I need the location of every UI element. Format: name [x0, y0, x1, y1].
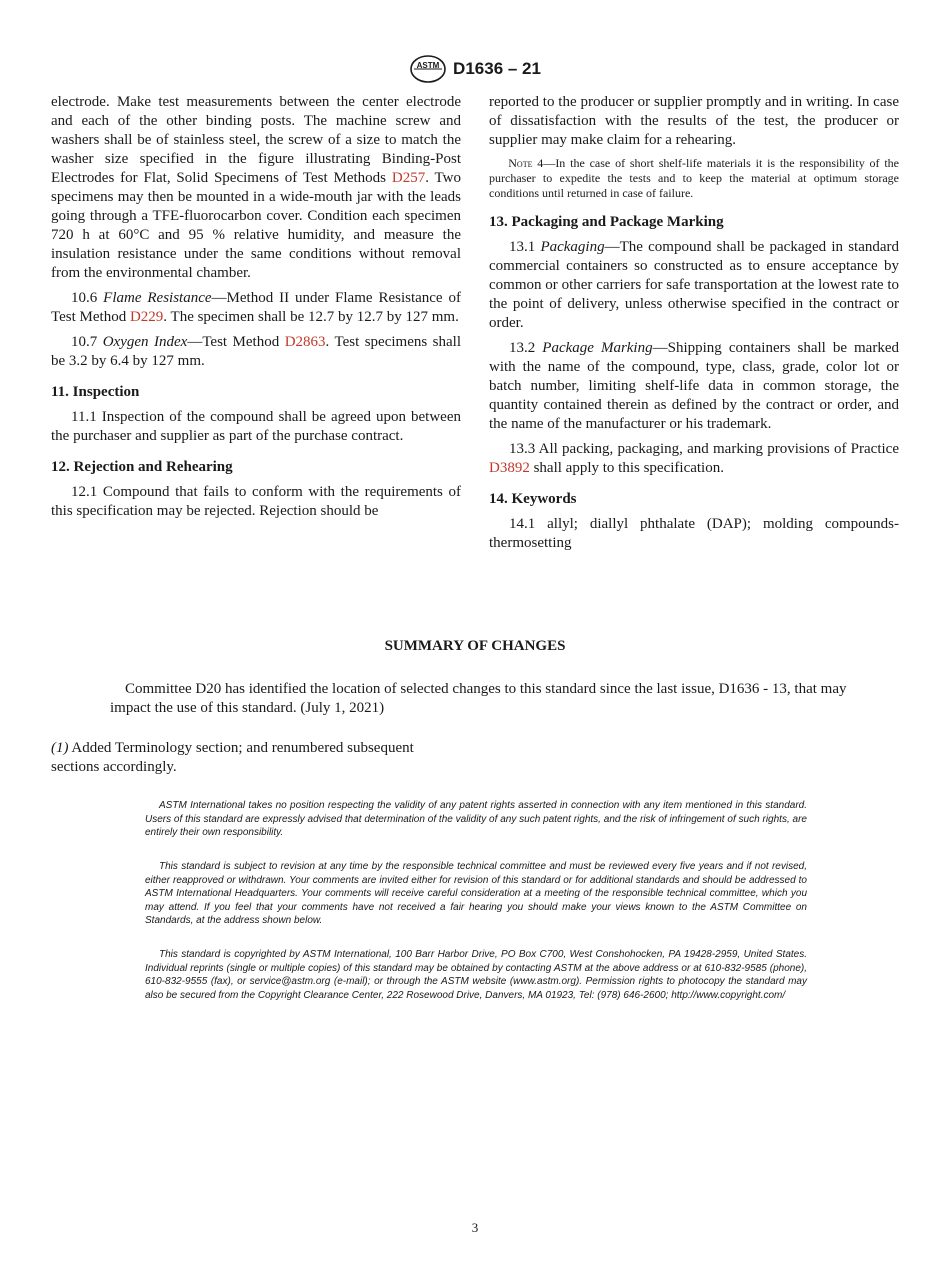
- copyright-notice: This standard is copyrighted by ASTM International, 100 Barr Harbor Drive, PO Box C700, West Conshohocken, PA 19428-2959, United States. Individual reprints (single or multiple copies) of this standard may be obtained by contacting ASTM at the above address or at 610-832-9585 (phone), 610-832-9555 (fax), or service@astm.org (e-mail); or through the ASTM website (www.astm.org). Permission rights to photocopy the standard may also be secured from the Copyright Clearance Center, 222 Rosewood Drive, Danvers, MA 01923, Tel: (978) 646-2600; http://www.copyright.com/: [145, 949, 807, 1001]
- link-d257[interactable]: D257: [391, 170, 426, 186]
- change-item: (1) Added Terminology section; and renumbered subsequent sections accordingly.: [51, 740, 414, 775]
- link-d2863[interactable]: D2863: [284, 334, 326, 350]
- page-number: 3: [471, 1220, 479, 1235]
- revision-notice: This standard is subject to revision at any time by the responsible technical committee and must be reviewed every five years and if not revised, either reapproved or withdrawn. Your comments are invited either for revision of this standard or for additional standards and should be addressed to ASTM International Headquarters. Your comments will receive careful consideration at a meeting of the responsible technical committee, which you may attend. If you feel that your comments have not received a fair hearing you should make your views known to the ASTM Committee on Standards, at the address shown below.: [145, 861, 807, 927]
- right-column: [489, 93, 899, 559]
- note-4: Note 4—In the case of short shelf-life materials it is the responsibility of the purchaser to expedite the tests and to keep the material at optimum storage conditions until returned in case of failure.: [489, 156, 900, 200]
- paragraph-continuation: reported to the producer or supplier promptly and in writing. In case of dissatisfaction with the results of the test, the producer or supplier may make claim for a rehearing.: [489, 94, 899, 148]
- heading-inspection: 11. Inspection: [51, 384, 140, 400]
- heading-packaging: 13. Packaging and Package Marking: [489, 214, 724, 230]
- paragraph-14-1: 14.1 allyl; diallyl phthalate (DAP); molding compounds-thermosetting: [489, 516, 899, 551]
- page-header: [0, 52, 950, 86]
- paragraph-10-7: 10.7 Oxygen Index—Test Method D2863. Test specimens shall be 3.2 by 6.4 by 127 mm.: [51, 334, 461, 369]
- link-d229[interactable]: D229: [129, 309, 164, 325]
- paragraph-10-6: 10.6 Flame Resistance—Method II under Flame Resistance of Test Method D229. The specimen shall be 12.7 by 12.7 by 127 mm.: [51, 290, 461, 325]
- patent-notice: ASTM International takes no position respecting the validity of any patent rights asserted in connection with any item mentioned in this standard. Users of this standard are expressly advised that determination of the validity of any such patent rights, and the risk of infringement of such rights, are entirely their own responsibility.: [145, 800, 807, 839]
- paragraph-13-3: 13.3 All packing, packaging, and marking provisions of Practice D3892 shall apply to this specification.: [489, 441, 899, 476]
- document-designation: D1636 – 21: [453, 59, 541, 78]
- paragraph-13-2: 13.2 Package Marking—Shipping containers shall be marked with the name of the compound, type, class, grade, color lot or batch number, limiting shelf-life data in common storage, the quantity contained therein as defined by the contract or order, and the name of the manufacturer or his trademark.: [489, 340, 899, 432]
- left-column: [51, 93, 461, 527]
- svg-text:ASTM: ASTM: [416, 61, 440, 70]
- summary-text: Committee D20 has identified the location of selected changes to this standard since the last issue, D1636 - 13, that may impact the use of this standard. (July 1, 2021): [110, 681, 847, 716]
- link-d3892[interactable]: D3892: [489, 460, 530, 476]
- summary-title: SUMMARY OF CHANGES: [384, 638, 566, 654]
- paragraph-electrode: electrode. Make test measurements between the center electrode and each of the other binding posts. The machine screw and washers shall be of stainless steel, the screw of a size to match the washer size specified in the figure illustrating Binding-Post Electrodes for Flat, Solid Specimens of Test Methods D257. Two specimens may then be mounted in a wide-mouth jar with the leads going through a TFE-fluorocarbon cover. Condition each specimen 720 h at 60°C and 95 % relative humidity, and measure the insulation resistance under the same conditions without removal from the environmental chamber.: [51, 94, 461, 281]
- paragraph-13-1: 13.1 Packaging—The compound shall be packaged in standard commercial containers so constructed as to ensure acceptance by common or other carriers for safe transportation at the lowest rate to the point of delivery, unless otherwise specified in the contract or order.: [489, 239, 900, 331]
- heading-rejection: 12. Rejection and Rehearing: [51, 459, 233, 475]
- heading-keywords: 14. Keywords: [489, 491, 577, 507]
- paragraph-11-1: 11.1 Inspection of the compound shall be agreed upon between the purchaser and supplier as part of the purchase contract.: [51, 409, 461, 444]
- astm-logo-icon: [409, 54, 447, 84]
- paragraph-12-1: 12.1 Compound that fails to conform with the requirements of this specification may be rejected. Rejection should be: [51, 484, 461, 519]
